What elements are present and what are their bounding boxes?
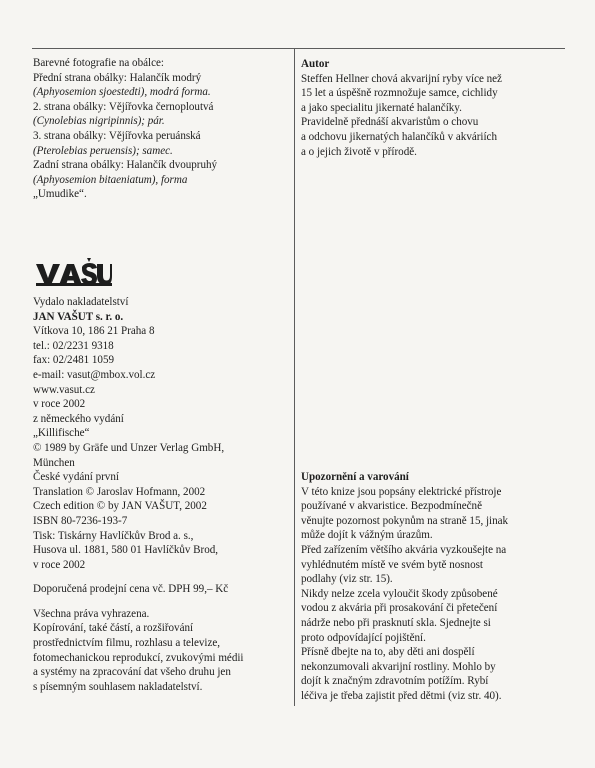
publisher-line: tel.: 02/2231 9318 (33, 339, 114, 352)
warning-line: podlahy (viz str. 15). (301, 573, 393, 586)
author-line: Steffen Hellner chová akvarijní ryby více než (301, 72, 502, 85)
cover-caption-line: Barevné fotografie na obálce: (33, 57, 164, 69)
publisher-line: v roce 2002 (33, 398, 86, 411)
cover-caption-line: 3. strana obálky: Vějířovka peruánská (33, 129, 201, 142)
publisher-line: © 1989 by Gräfe und Unzer Verlag GmbH, (33, 441, 225, 454)
publisher-name: JAN VAŠUT s. r. o. (33, 310, 124, 323)
publisher-line: Translation © Jaroslav Hofmann, 2002 (33, 485, 206, 498)
rights-line: prostřednictvím filmu, rozhlasu a televize, (33, 637, 221, 650)
cover-caption-line: „Umudike“. (33, 188, 87, 201)
cover-caption-line: (Aphyosemion sjoestedti), modrá forma. (33, 86, 211, 99)
warning-line: V této knize jsou popsány elektrické přístroje (301, 485, 502, 498)
publisher-line: „Killifische“ (33, 427, 90, 440)
warning-line: Před zařízením většího akvária vyzkoušejte na (301, 543, 507, 556)
spacer (33, 572, 288, 582)
spacer (33, 597, 288, 607)
publisher-line: z německého vydání (33, 412, 124, 425)
cover-caption-line: 2. strana obálky: Vějířovka černoploutvá (33, 100, 214, 113)
rights-line: s písemným souhlasem nakladatelství. (33, 680, 203, 693)
publisher-details (33, 295, 288, 694)
warning-line: léčiva je třeba zajistit před dětmi (viz str. 40). (301, 689, 502, 702)
top-rule (32, 48, 565, 49)
publisher-line: Husova ul. 1881, 580 01 Havlíčkův Brod, (33, 544, 219, 557)
author-line: Pravidelně přednáší akvaristům o chovu (301, 116, 479, 129)
publisher-line: Vítkova 10, 186 21 Praha 8 (33, 325, 155, 338)
publisher-line: Czech edition © by JAN VAŠUT, 2002 (33, 500, 207, 513)
rights-line: Kopírování, také částí, a rozšiřování (33, 622, 194, 635)
publisher-line: ISBN 80-7236-193-7 (33, 514, 128, 527)
cover-caption-line: Přední strana obálky: Halančík modrý (33, 71, 202, 84)
publisher-line: e-mail: vasut@mbox.vol.cz (33, 368, 156, 381)
warning-line: vodou z akvária při prosakování či přetečení (301, 602, 498, 615)
warning-line: Nikdy nelze zcela vyloučit škody způsobené (301, 587, 498, 600)
warning-line: nekonzumovali akvarijní rostliny. Mohlo by (301, 660, 496, 673)
author-line: a jako specialitu jikernaté halančíky. (301, 101, 462, 114)
author-line: 15 let a úspěšně rozmnožuje samce, cichlidy (301, 87, 498, 100)
rights-line: Všechna práva vyhrazena. (33, 607, 150, 620)
warning-section (301, 470, 563, 704)
author-line: a odchovu jikernatých halančíků v akváriích (301, 130, 497, 143)
warning-line: používané v akvaristice. Bezpodmínečně (301, 500, 482, 513)
cover-captions (33, 56, 288, 202)
warning-title: Upozornění a varování (301, 471, 409, 483)
left-column (33, 56, 288, 202)
cover-caption-line: (Pterolebias peruensis); samec. (33, 144, 173, 157)
warning-line: proto odpovídající pojištění. (301, 631, 426, 644)
rights-line: fotomechanickou reprodukcí, zvukovými médii (33, 651, 244, 664)
publisher-line: fax: 02/2481 1059 (33, 354, 115, 367)
cover-caption-line: (Aphyosemion bitaeniatum), forma (33, 173, 188, 186)
rights-line: a systémy na zpracování dat všeho druhu jen (33, 666, 231, 679)
publisher-line: Vydalo nakladatelství (33, 296, 129, 308)
warning-line: dojít k značným zdravotním potížím. Rybí (301, 675, 489, 688)
warning-line: Přísně dbejte na to, aby děti ani dospělí (301, 646, 475, 659)
author-line: a o jejich životě v přírodě. (301, 145, 417, 158)
warning-line: věnujte pozornost pokynům na straně 15, jinak (301, 514, 509, 527)
publisher-line: www.vasut.cz (33, 383, 95, 396)
publisher-logo (34, 258, 112, 288)
cover-caption-line: (Cynolebias nigripinnis); pár. (33, 115, 165, 128)
warning-line: vyhlédnutém místě ve svém bytě nosnost (301, 558, 483, 571)
author-title: Autor (301, 58, 330, 70)
publisher-line: České vydání první (33, 471, 119, 484)
column-divider (294, 48, 295, 706)
price-line: Doporučená prodejní cena vč. DPH 99,– Kč (33, 583, 229, 596)
cover-caption-line: Zadní strana obálky: Halančík dvoupruhý (33, 159, 218, 172)
publisher-line: München (33, 456, 75, 469)
warning-line: může dojít k vážným úrazům. (301, 529, 433, 542)
publisher-line: v roce 2002 (33, 558, 86, 571)
warning-line: nádrže nebo při prasknutí skla. Sjednejte si (301, 616, 491, 629)
author-section (301, 57, 563, 159)
publisher-line: Tisk: Tiskárny Havlíčkův Brod a. s., (33, 529, 194, 542)
